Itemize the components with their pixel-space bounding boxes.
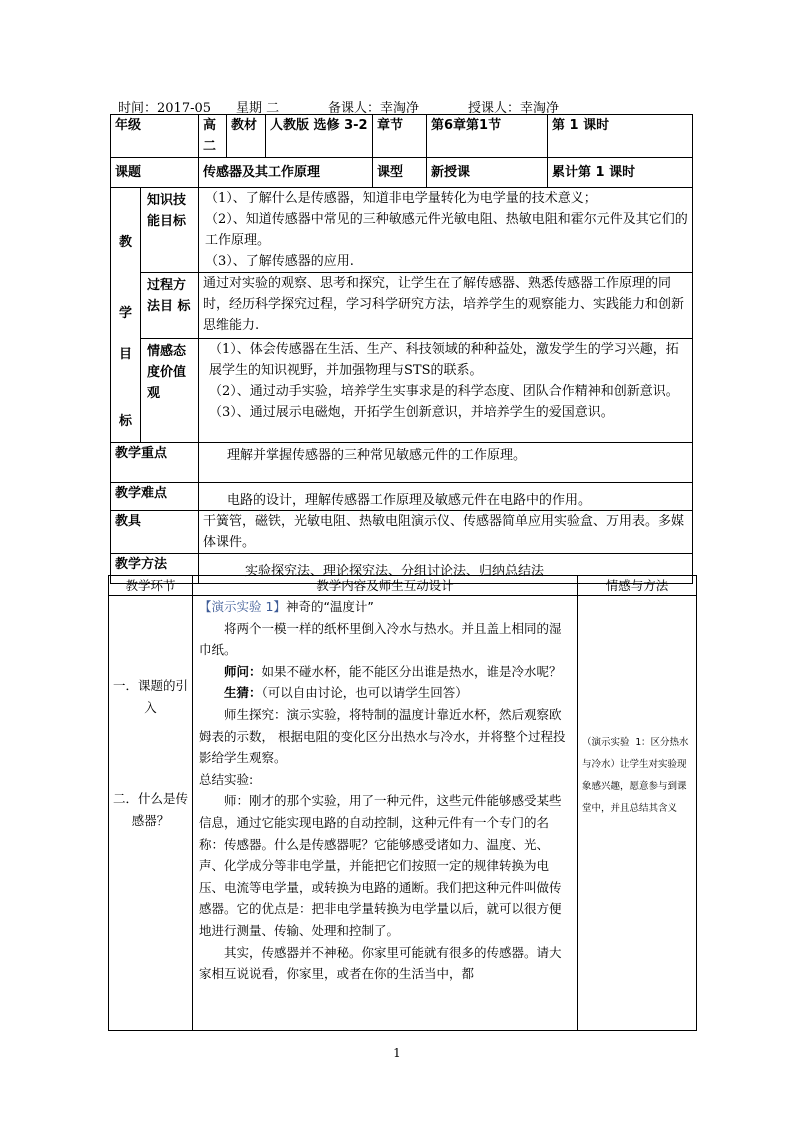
lesson-info-table xyxy=(110,114,693,584)
teaching-process-table xyxy=(108,575,697,1031)
type-value: 新授课 xyxy=(427,158,548,188)
goal-process-label: 过程方法目 标 xyxy=(141,273,199,339)
chapter-label: 章节 xyxy=(373,115,427,158)
header-prep-teacher: 备课人：幸淘净 xyxy=(328,101,420,116)
method-label: 教学方法 xyxy=(111,554,199,584)
total-value: 累计第 1 课时 xyxy=(548,158,693,188)
teacher-question: 师问：如果不碰水杯，能不能区分出谁是热水，谁是冷水呢？ xyxy=(224,663,562,679)
grade-value: 高二 xyxy=(199,115,227,158)
col-header-method: 情感与方法 xyxy=(578,576,697,596)
method-note: （演示实验 1：区分热水与冷水）让学生对实验现象感兴趣，愿意参与到课堂中，并且总结其含义 xyxy=(582,737,689,814)
demo-para: 将两个一模一样的纸杯里倒入冷水与热水。并且盖上相同的湿巾纸。 xyxy=(199,620,562,658)
goal-emotion-label: 情感态度价值观 xyxy=(141,339,199,443)
stage-column xyxy=(109,596,193,1031)
stage-intro: 一．课题的引入 xyxy=(113,678,189,715)
sensor-life-para: 其实，传感器并不神秘。你家里可能就有很多的传感器。请大家相互说说看，你家里，或者在你的生活当中，都 xyxy=(199,944,562,982)
goal-knowledge-text: （1）、了解什么是传感器，知道非电学量转化为电学量的技术意义； （2）、知道传感器中常见的三种敏感元件光敏电阻、热敏电阻和霍尔元件及其它们的工作原理。 （3）、了解传感器的应用. xyxy=(199,188,693,273)
goal-process-text: 通过对实验的观察、思考和探究，让学生在了解传感器、熟悉传感器工作原理的同时，经历科学探究过程，学习科学研究方法，培养学生的观察能力、实践能力和创新思维能力. xyxy=(199,273,693,339)
goal-knowledge-label: 知识技能目标 xyxy=(141,188,199,273)
topic-label: 课题 xyxy=(111,158,199,188)
lesson-value: 第 1 课时 xyxy=(548,115,693,158)
type-label: 课型 xyxy=(373,158,427,188)
stage-what-is-sensor: 二．什么是传感器？ xyxy=(113,791,189,828)
teacher-student-explore: 师生探究：演示实验，将特制的温度计靠近水杯，然后观察欧姆表的示数， 根据电阻的变化区分出热水与冷水，并将整个过程投影给学生观察。 xyxy=(199,706,566,766)
sensor-definition-para: 师：刚才的那个实验，用了一种元件，这些元件能够感受某些信息，通过它能实现电路的自动控制，这种元件有一个专门的名称：传感器。什么是传感器呢？它能够感受诸如力、温度、光、声、化学成分等非电学量，并能把它们按照一定的规律转换为电压、电流等电学量，或转换为电路的通断。我们把这种元件叫做传感器。它的优点是：把非电学量转换为电学量以后，就可以很方便地进行测量、传输、处理和控制了。 xyxy=(199,793,562,938)
tools-label: 教具 xyxy=(111,511,199,554)
header-weekday: 星期 二 xyxy=(236,101,280,116)
content-column xyxy=(193,596,578,1031)
col-header-stage: 教学环节 xyxy=(109,576,193,596)
textbook-value: 人教版 选修 3-2 xyxy=(266,115,373,158)
header-teach-teacher: 授课人：幸淘净 xyxy=(468,101,560,116)
col-header-content: 教学内容及师生互动设计 xyxy=(193,576,578,596)
method-value: 实验探究法、理论探究法、分组讨论法、归纳总结法 xyxy=(199,554,693,584)
demo-heading: 【演示实验 1】神奇的“温度计” xyxy=(199,599,374,614)
tools-value: 干簧管，磁铁，光敏电阻、热敏电阻演示仪、传感器简单应用实验盒、万用表。多媒体课件。 xyxy=(199,511,693,554)
difficulty-value: 电路的设计，理解传感器工作原理及敏感元件在电路中的作用。 xyxy=(199,483,693,511)
goals-label: 教 学 目 标 xyxy=(111,188,141,443)
header-time: 时间：2017-05 xyxy=(118,101,212,116)
page-number: 1 xyxy=(393,1046,401,1060)
key-point-value: 理解并掌握传感器的三种常见敏感元件的工作原理。 xyxy=(199,443,693,483)
chapter-value: 第6章第1节 xyxy=(427,115,548,158)
difficulty-label: 教学难点 xyxy=(111,483,199,511)
topic-value: 传感器及其工作原理 xyxy=(199,158,373,188)
grade-label: 年级 xyxy=(111,115,199,158)
method-column xyxy=(578,596,697,1031)
goal-emotion-text: （1）、体会传感器在生活、生产、科技领域的种种益处，激发学生的学习兴趣，拓展学生的知识视野，并加强物理与STS的联系。 （2）、通过动手实验，培养学生实事求是的科学态度、团队合作精神和创新意识。 （3）、通过展示电磁炮，开拓学生创新意识，并培养学生的爱国意识。 xyxy=(199,339,693,443)
student-guess: 生猜：（可以自由讨论，也可以请学生回答） xyxy=(224,685,468,701)
textbook-label: 教材 xyxy=(227,115,266,158)
summary-label: 总结实验: xyxy=(199,771,254,787)
key-point-label: 教学重点 xyxy=(111,443,199,483)
